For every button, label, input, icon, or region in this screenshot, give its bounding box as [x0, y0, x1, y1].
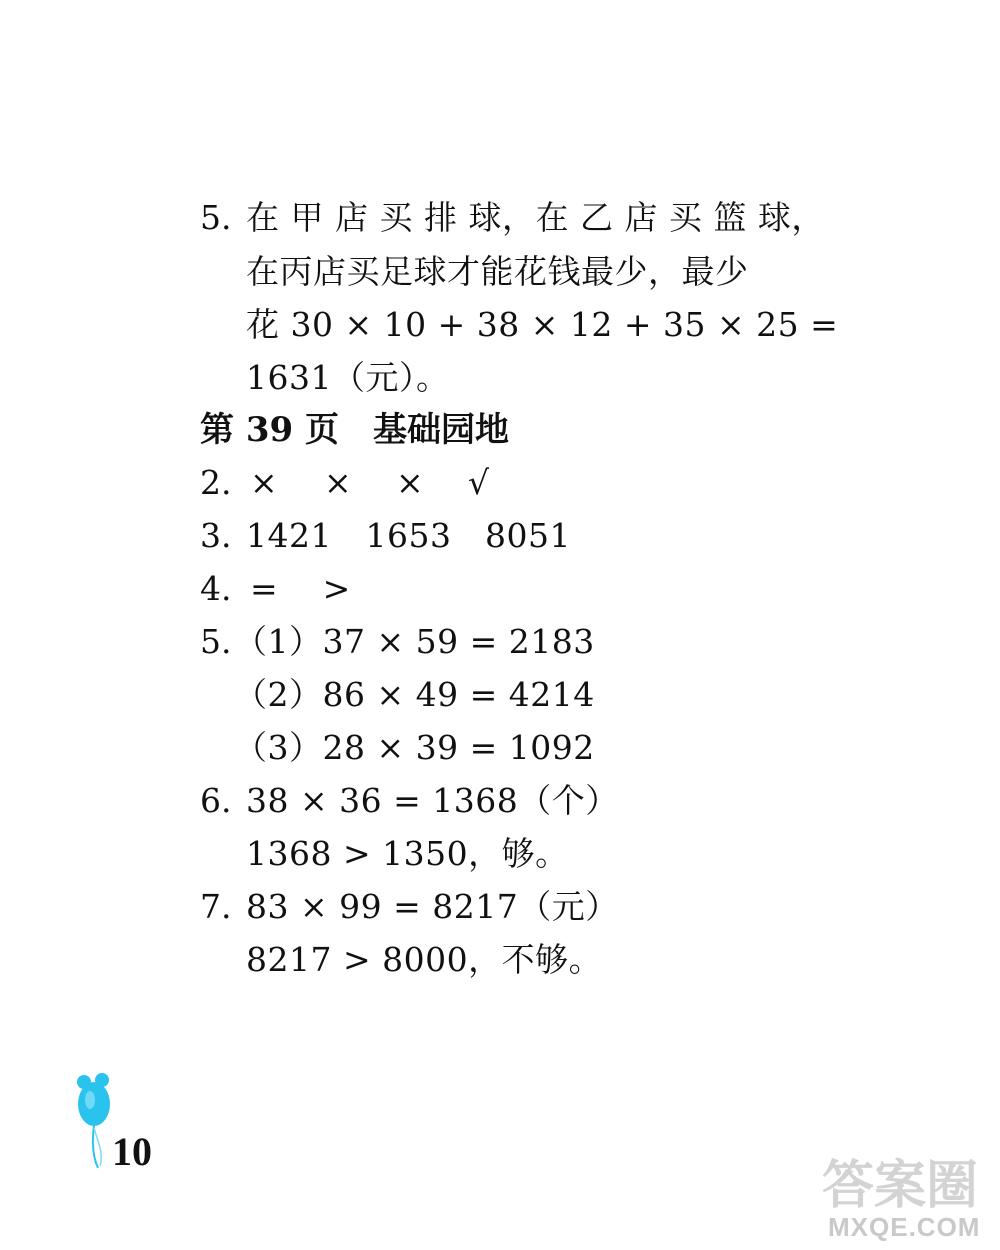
watermark-url: MXQE.COM [828, 1212, 981, 1242]
q4-label: 4. [200, 569, 232, 608]
q5-line: （2）86 × 49 = 4214 [234, 675, 595, 714]
q5-prev-label: 5. [200, 198, 232, 237]
watermark-logo: 答案圈 [822, 1157, 979, 1215]
q5-prev-line: 1631（元）。 [246, 358, 450, 397]
q3-label: 3. [200, 516, 232, 555]
q5-line: （3）28 × 39 = 1092 [234, 728, 595, 767]
q4-answer: = > [250, 569, 351, 608]
q3-answer: 1421 1653 8051 [246, 516, 571, 555]
section-title: 第 39 页 基础园地 [200, 410, 509, 450]
q5-prev-line: 在 甲 店 买 排 球，在 乙 店 买 篮 球， [246, 198, 825, 237]
q2-mark: × [250, 463, 279, 502]
q5-prev-line: 在丙店买足球才能花钱最少，最少 [246, 252, 749, 291]
page-number: 10 [112, 1129, 152, 1174]
q6-line: 38 × 36 = 1368（个） [246, 781, 619, 820]
q2-mark: √ [468, 463, 490, 502]
q2-mark: × [324, 463, 353, 502]
q2-mark: × [396, 463, 425, 502]
q5-prev-line: 花 30 × 10 + 38 × 12 + 35 × 25 = [246, 305, 839, 344]
q7-label: 7. [200, 887, 232, 926]
q5-label: 5. [200, 622, 232, 661]
q6-label: 6. [200, 781, 232, 820]
q5-line: （1）37 × 59 = 2183 [234, 622, 595, 661]
q6-line: 1368 > 1350，够。 [246, 834, 569, 873]
q2-label: 2. [200, 463, 232, 502]
q7-line: 83 × 99 = 8217（元） [246, 887, 619, 926]
q7-line: 8217 > 8000，不够。 [246, 940, 603, 979]
